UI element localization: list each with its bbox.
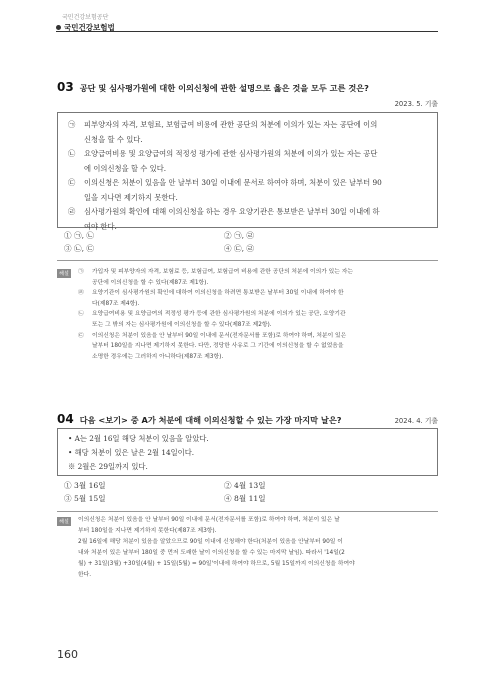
answer-option[interactable]: ① 3월 16일 [64,481,106,490]
question-04-title [57,412,342,426]
question-03-statement-box [57,112,438,231]
explanation-line: 이의신청은 처분이 있음을 안 날부터 90일 이내에 문서(전자문서를 포함)로 하여야 하며, 처분이 있은 [92,332,347,339]
explanation-marker: ㉠ [78,269,84,275]
explanation-line: 부터 180일을 지나면 제기하지 못한다(제87조 제3항). [78,528,217,534]
explanation-marker: ㉣ [78,290,84,297]
page-number: 160 [57,648,78,661]
explanation-line: 날부터 180일을 지나면 제기하지 못한다. 다만, 정당한 사유로 그 기간에 이의신청을 할 수 없었음을 [92,343,344,350]
answer-option[interactable]: ② ㉠, ㉣ [224,231,255,240]
question-source: 2024. 4. 기출 [394,417,438,425]
statement-text [84,176,382,205]
question-text: 다음 <보기> 중 A가 처분에 대해 이의신청할 수 있는 가장 마지막 날은? [79,415,342,425]
answer-option[interactable]: ④ ㉢, ㉣ [224,244,255,253]
explanation-line: 또는 그 밖의 자는 심사평가원에 이의신청을 할 수 있다(제87조 제2항). [92,321,272,328]
question-03-title [57,80,369,94]
answer-option[interactable]: ② 4월 13일 [224,481,266,490]
bogi-line: • A는 2월 16일 해당 처분이 있음을 알았다. [68,434,209,443]
explanation-line: 2월 16일에 해당 처분이 있음을 알았으므로 90일 이내에 신청해야 한다(처분이 있음을 안날부터 90일 이 [78,539,343,545]
statement-marker: ㉢ [68,178,76,187]
explanation-line: 요양기관이 심사평가원의 확인에 대하여 이의신청을 하려면 통보받은 날부터 30일 이내에 하여야 한 [92,290,344,297]
explanation-line: 내와 처분이 있은 날부터 180일 중 먼저 도래한 날이 이의신청을 할 수 있는 마지막 날임). 따라서 '14일(2 [78,550,345,556]
explanation-text [92,288,344,309]
statement-line: 요양급여비용 및 요양급여의 적정성 평가에 관한 심사평가원의 처분에 이의가 있는 자는 공단 [84,149,378,158]
bogi-line: ※ 2월은 29일까지 있다. [68,462,148,471]
explanation-text [92,309,346,330]
explanation-marker: ㉢ [78,332,84,339]
question-text: 공단 및 심사평가원에 대한 이의신청에 관한 설명으로 옳은 것을 모두 고른 것은? [79,83,369,93]
statement-line: 여야 한다. [84,221,117,231]
explanation-item [78,288,438,309]
statement-item [68,118,429,147]
explanation-item [78,267,438,288]
question-number: 04 [57,412,74,426]
statement-item [68,176,429,205]
option-row [64,242,438,255]
explanation-item [78,331,438,363]
statement-line: 신청을 할 수 있다. [84,134,143,144]
explanation-body [78,267,438,362]
statement-text [84,147,377,176]
statement-item [68,147,429,176]
option-row [64,492,438,505]
question-03-options [64,229,438,255]
statement-line: 일을 지나면 제기하지 못한다. [84,192,178,202]
explanation-line: 가입자 및 피부양자의 자격, 보험료 등, 보험급여, 보험급여 비용에 관한 공단의 처분에 이의가 있는 자는 [92,269,353,275]
header-divider [56,31,438,32]
option-row [64,229,438,242]
explanation-line: 요양급여비용 및 요양급여의 적정성 평가 등에 관한 심사평가원의 처분에 이의가 있는 공단, 요양기관 [92,311,346,318]
statement-marker: ㉣ [68,207,76,216]
statement-line: 이의신청은 처분이 있음을 안 날부터 30일 이내에 문서로 하여야 하며, 처분이 있은 날부터 90 [84,178,382,187]
question-source: 2023. 5. 기출 [394,100,438,108]
answer-option[interactable]: ① ㉠, ㉡ [64,231,95,240]
question-03-explanation [57,267,438,362]
explanation-tag: 해설 [57,269,71,278]
question-number: 03 [57,80,74,94]
explanation-body [78,515,438,581]
explanation-tag: 해설 [57,517,71,526]
explanation-line: 월) + 31일(3월) +30일(4월) + 15일(5월) = 90일'이내에 하여야 하므로, 5월 15일까지 이의신청을 하여야 [78,561,355,567]
question-04-options [64,479,438,505]
explanation-marker: ㉡ [78,311,84,318]
statement-text [84,118,377,147]
question-04-bogi-box [57,428,438,476]
statement-marker: ㉡ [68,149,76,158]
answer-option[interactable]: ③ 5월 15일 [64,494,106,503]
bullet-dot-icon [56,25,61,30]
question-04-explanation [57,515,438,581]
explanation-text [92,331,346,363]
explanation-line: 한다. [78,572,92,578]
statement-line: 피부양자의 자격, 보험료, 보험급여 비용에 관한 공단의 처분에 이의가 있는 자는 공단에 이의 [84,120,378,129]
bogi-line: • 해당 처분이 있은 날은 2월 14일이다. [68,448,195,457]
answer-option[interactable]: ④ 8월 11일 [224,494,266,503]
explanation-line: 이의신청은 처분이 있음을 안 날부터 90일 이내에 문서(전자문서를 포함)로 하여야 하며, 처분이 있은 날 [78,517,340,523]
explanation-item [78,309,438,330]
header-chapter-title: 국민건강보험법 [64,23,115,32]
options-divider [57,260,438,261]
header-book-title: 국민건강보험공단 [62,14,109,21]
answer-option[interactable]: ③ ㉡, ㉢ [64,244,95,253]
explanation-line: 다(제87조 제4항). [92,300,140,307]
explanation-line: 소명한 경우에는 그러하지 아니하다(제87조 제3항). [92,353,224,360]
statement-marker: ㉠ [68,120,76,129]
statement-line: 에 이의신청을 할 수 있다. [84,163,167,173]
option-row [64,479,438,492]
statement-line: 심사평가원의 확인에 대해 이의신청을 하는 경우 요양기관은 통보받은 날부터 30일 이내에 하 [84,207,380,216]
explanation-text [92,267,353,288]
explanation-line: 공단에 이의신청을 할 수 있다(제87조 제1항). [92,279,209,286]
options-divider [57,511,438,512]
